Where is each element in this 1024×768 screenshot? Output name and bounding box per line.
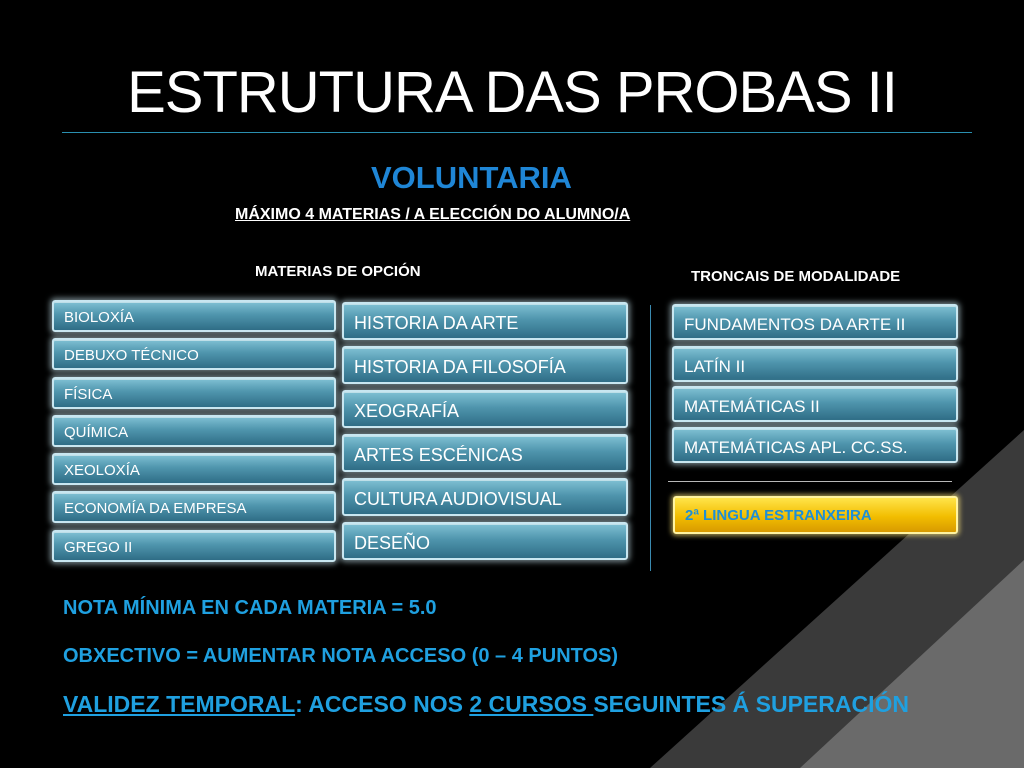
troncal-box (672, 386, 958, 422)
validez-colon: : ACCESO NOS (295, 691, 470, 717)
separator-line (668, 481, 952, 482)
slide-title: ESTRUTURA DAS PROBAS II (127, 60, 897, 125)
materia-label: ECONOMÍA DA EMPRESA (64, 500, 247, 517)
materia-label: DESEÑO (354, 533, 431, 553)
materia-box (342, 478, 628, 516)
materia-box (52, 491, 336, 523)
materia-label: XEOGRAFÍA (354, 401, 460, 421)
materia-label: HISTORIA DA ARTE (354, 313, 519, 333)
materia-box (52, 300, 336, 332)
materia-box (342, 522, 628, 560)
materia-label: FÍSICA (64, 386, 113, 403)
lingua-estranxeira-label: 2ª LINGUA ESTRANXEIRA (685, 507, 872, 524)
troncal-box (672, 346, 958, 382)
materia-box (52, 377, 336, 409)
validez-text (63, 691, 909, 718)
materia-label: DEBUXO TÉCNICO (64, 347, 199, 364)
validez-cursos: 2 CURSOS (469, 691, 594, 717)
lingua-estranxeira-box (673, 496, 958, 534)
materia-box (52, 415, 336, 447)
materia-label: BIOLOXÍA (64, 309, 135, 326)
section-heading: VOLUNTARIA (371, 160, 572, 195)
section-subheading: MÁXIMO 4 MATERIAS / A ELECCIÓN DO ALUMNO/A (235, 206, 631, 223)
materia-label: CULTURA AUDIOVISUAL (354, 489, 562, 509)
troncais-header: TRONCAIS DE MODALIDADE (691, 268, 901, 285)
title-divider (62, 132, 972, 133)
materia-box (52, 530, 336, 562)
materia-label: GREGO II (64, 539, 133, 556)
nota-minima-text: NOTA MÍNIMA EN CADA MATERIA = 5.0 (63, 597, 437, 619)
materia-label: ARTES ESCÉNICAS (354, 445, 523, 465)
validez-label: VALIDEZ TEMPORAL (63, 691, 296, 717)
troncal-label: FUNDAMENTOS DA ARTE II (684, 315, 906, 334)
materia-label: QUÍMICA (64, 424, 129, 441)
troncal-label: MATEMÁTICAS II (684, 397, 820, 416)
materia-box (342, 346, 628, 384)
troncal-box (672, 304, 958, 340)
obxectivo-text: OBXECTIVO = AUMENTAR NOTA ACCESO (0 – 4 PUNTOS) (63, 645, 619, 667)
materia-box (342, 434, 628, 472)
materia-label: HISTORIA DA FILOSOFÍA (354, 357, 566, 377)
materia-label: XEOLOXÍA (64, 462, 140, 479)
troncal-box (672, 427, 958, 463)
materia-box (52, 453, 336, 485)
validez-rest: SEGUINTES Á SUPERACIÓN (593, 691, 909, 717)
troncal-label: MATEMÁTICAS APL. CC.SS. (684, 438, 908, 457)
materia-box (342, 302, 628, 340)
column-divider (650, 305, 651, 571)
materia-box (52, 338, 336, 370)
materia-box (342, 390, 628, 428)
troncal-label: LATÍN II (684, 357, 746, 376)
materias-opcion-header: MATERIAS DE OPCIÓN (255, 263, 421, 280)
